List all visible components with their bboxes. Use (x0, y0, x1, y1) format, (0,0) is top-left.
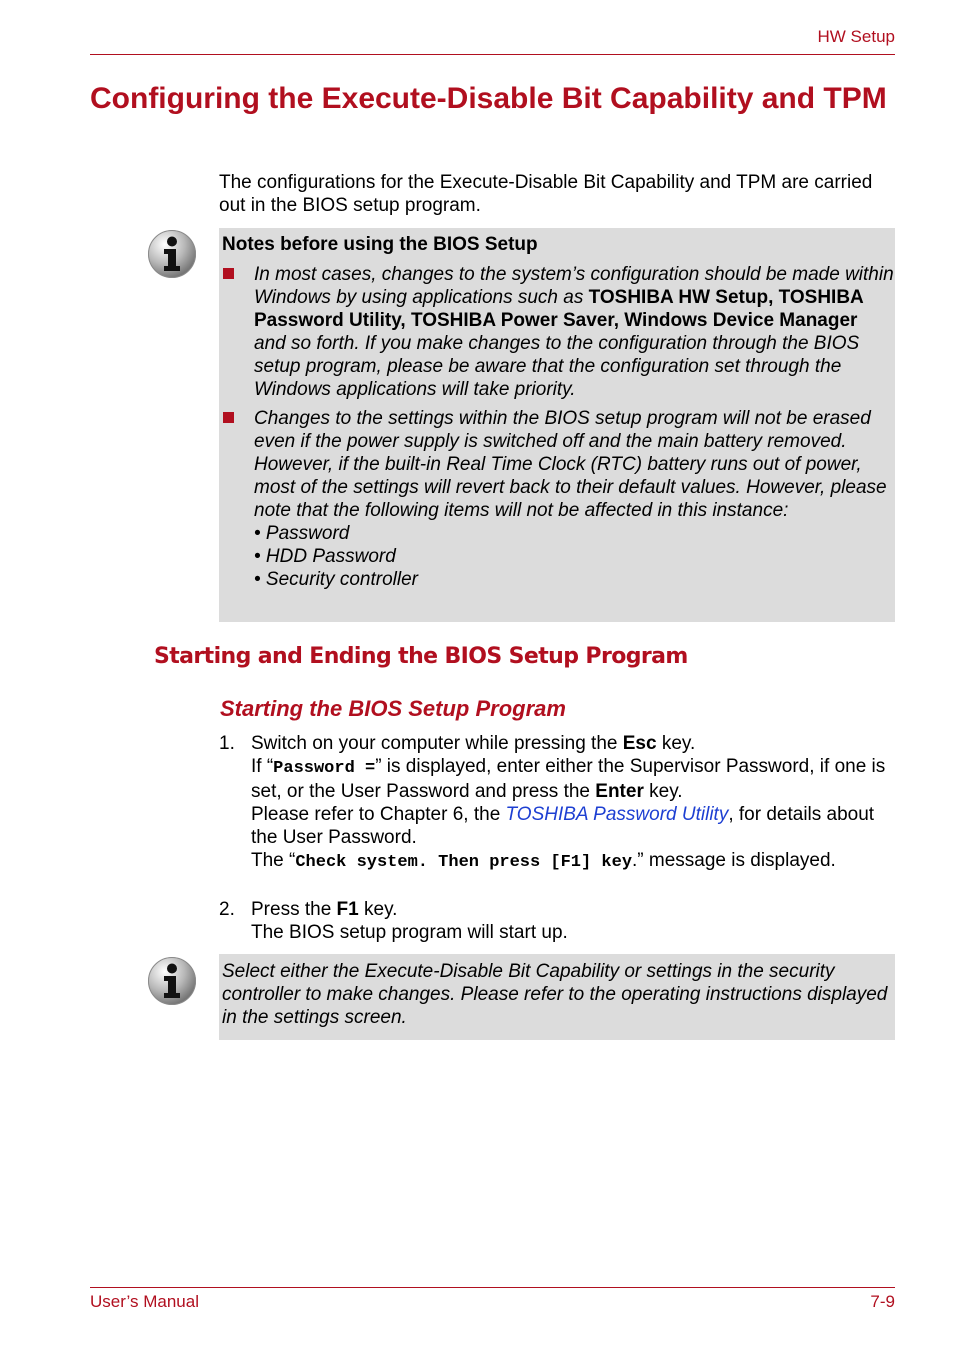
note-bullet-1-text: In most cases, changes to the system’s configuration should be made within Windows by using applications such as (254, 264, 894, 308)
step-text: If “ (251, 756, 274, 777)
step-2-line-2: The BIOS setup program will start up. (251, 922, 568, 943)
running-header: HW Setup (817, 27, 895, 46)
subsection-heading: Starting the BIOS Setup Program (220, 696, 566, 721)
code-password: Password = (273, 759, 376, 778)
step-number: 2. (219, 899, 235, 920)
step-text: The “ (251, 850, 296, 871)
note-box-settings (219, 954, 895, 1040)
step-2 (251, 898, 891, 944)
intro-paragraph: The configurations for the Execute-Disable Bit Capability and TPM are carried out in the BIOS setup program. (219, 172, 873, 216)
note-bullet-1 (254, 263, 894, 401)
step-1 (251, 732, 891, 874)
step-1-line-2 (251, 755, 891, 803)
password-utility-link[interactable]: TOSHIBA Password Utility (505, 804, 729, 825)
code-check-system: Check system. Then press [F1] key (295, 853, 633, 872)
esc-key: Esc (622, 733, 657, 754)
note-text: Select either the Execute-Disable Bit Capability or settings in the security controller to make changes. Please refer to the operating instructions displayed in the settings screen. (222, 961, 888, 1028)
list-item: • Password (254, 523, 350, 544)
step-1-line-4 (251, 849, 891, 874)
list-item: • Security controller (254, 569, 418, 590)
step-number: 1. (219, 733, 235, 754)
note-title: Notes before using the BIOS Setup (222, 234, 538, 255)
info-icon (147, 956, 197, 1011)
step-text: , for details about the User Password. (251, 804, 875, 848)
enter-key: Enter (595, 781, 644, 802)
f1-key: F1 (336, 899, 359, 920)
note-bullet-2-text: Changes to the settings within the BIOS setup program will not be erased even if the power supply is switched off and the main battery removed. However, if the built-in Real Time Clock (RTC) battery runs out of power, most of the settings will revert back to their default values. However, please note that the following items will not be affected in this instance: (254, 408, 887, 521)
step-text: ” is displayed, enter either the Supervisor Password, if one is set, or the User Password and press the (251, 756, 886, 802)
bullet-marker (223, 412, 234, 423)
step-text: Switch on your computer while pressing the (251, 733, 623, 754)
footer-rule (90, 1287, 895, 1288)
step-text: key. (643, 781, 683, 802)
info-icon (147, 229, 197, 284)
step-text: key. (358, 899, 398, 920)
step-1-line-1 (251, 732, 891, 755)
step-text: Please refer to Chapter 6, the (251, 804, 506, 825)
page-title: Configuring the Execute-Disable Bit Capability and TPM (90, 82, 887, 115)
note-bullet-1-apps: TOSHIBA HW Setup, TOSHIBA Password Utility, TOSHIBA Power Saver, Windows Device Manager (254, 287, 864, 331)
list-item: • HDD Password (254, 546, 396, 567)
step-text: Press the (251, 899, 337, 920)
note-box-bios (219, 228, 895, 622)
step-text: .” message is displayed. (632, 850, 836, 871)
note-bullet-2 (254, 407, 894, 591)
header-rule (90, 54, 895, 55)
page-number: 7-9 (870, 1292, 895, 1311)
section-heading: Starting and Ending the BIOS Setup Program (154, 644, 688, 669)
step-text: key. (656, 733, 696, 754)
bullet-marker (223, 268, 234, 279)
note-bullet-1-text-end: and so forth. If you make changes to the configuration through the BIOS setup program, please be aware that the configuration set through the Windows applications will take priority. (254, 333, 860, 400)
footer-manual-title: User’s Manual (90, 1292, 199, 1311)
step-1-line-3 (251, 803, 891, 849)
step-2-line-1 (251, 898, 891, 921)
